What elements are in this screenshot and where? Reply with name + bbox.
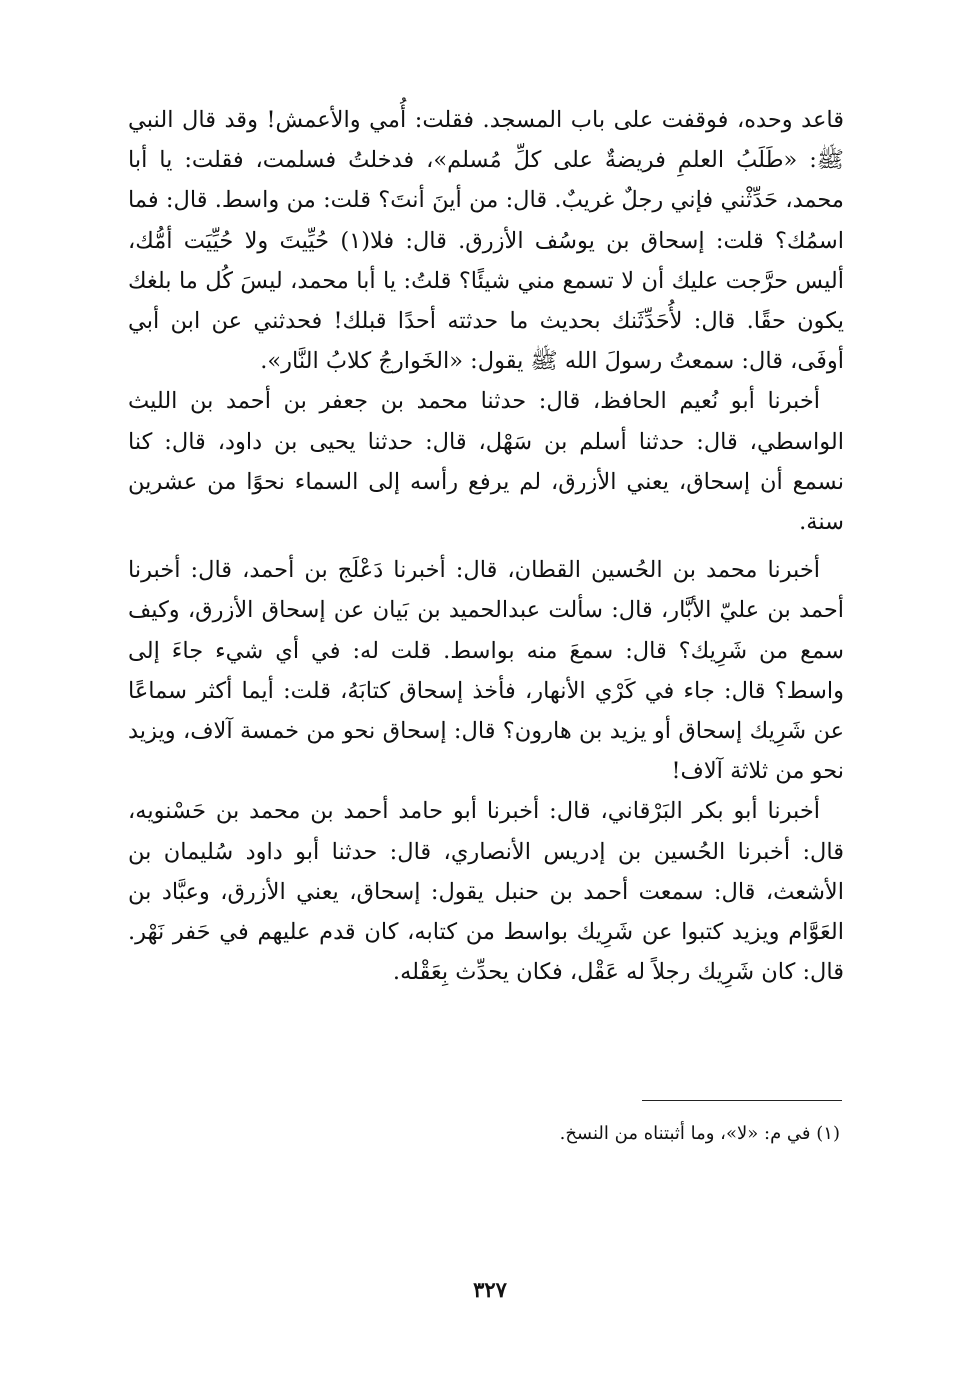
paragraph: أخبرنا محمد بن الحُسين القطان، قال: أخبرنا دَعْلَج بن أحمد، قال: أخبرنا أحمد بن عليّ الأبَّار، قال: سألت عبدالحميد بن بَيان عن إسحاق الأزرق، وكيف سمع من شَرِيك؟ قال: سمعَ منه بواسط. قلت له: في أي شيء جاءَ إلى واسط؟ قال: جاء في كَرْي الأنهار، فأخذ إسحاق كتابَهُ، قلت: أيما أكثر سماعًا عن شَرِيك إسحاق أو يزيد بن هارون؟ قال: إسحاق نحو من خمسة آلاف، ويزيد نحو من ثلاثة آلاف! (128, 557, 844, 785)
footnote: (١) في م: «لا»، وما أثبتناه من النسخ. (559, 1123, 840, 1144)
body-text (128, 100, 844, 992)
paragraph: قاعد وحده، فوقفت على باب المسجد. فقلت: أُمي والأعمش! وقد قال النبي ﷺ: «طَلَبُ العلمِ فريضةٌ على كلِّ مُسلم»، فدخلتُ فسلمت، فقلت: يا أبا محمد، حَدِّثْني فإني رجلٌ غريبٌ. قال: من أينَ أنتَ؟ قلت: من واسط. قال: فما اسمُك؟ قلت: إسحاق بن يوسُف الأزرق. قال: فلا(١) حُيِّيتَ ولا حُيِّيَت أمُّك، أليس حرَّجت عليك أن لا تسمع مني شيئًا؟ قلتُ: يا أبا محمد، ليسَ كُل ما بلغك يكون حقًا. قال: لأُحَدِّثَنك بحديث ما حدثته أحدًا قبلك! فحدثني عن ابن أبي أوفَى، قال: سمعتُ رسولَ الله ﷺ يقول: «الخَوارجُ كلابُ النَّار». (128, 107, 844, 375)
paragraph: أخبرنا أبو بكر البَرْقاني، قال: أخبرنا أبو حامد أحمد بن محمد بن حَسْنويه، قال: أخبرنا الحُسين بن إدريس الأنصاري، قال: حدثنا أبو داود سُليمان بن الأشعث، قال: سمعت أحمد بن حنبل يقول: إسحاق، يعني الأزرق، وعبَّاد بن العَوَّام ويزيد كتبوا عن شَرِيك بواسط من كتابه، كان قدم عليهم في حَفر نَهْر. قال: كان شَرِيك رجلاً له عَقْل، فكان يحدِّث بِعَقْله. (128, 798, 844, 986)
page-number: ٣٢٧ (473, 1277, 507, 1302)
footnote-separator (642, 1100, 842, 1101)
paragraph: أخبرنا أبو نُعيم الحافظ، قال: حدثنا محمد بن جعفر بن أحمد بن الليث الواسطي، قال: حدثنا أسلم بن سَهْل، قال: حدثنا يحيى بن داود، قال: كنا نسمع أن إسحاق، يعني الأزرق، لم يرفع رأسه إلى السماء نحوًا من عشرين سنة. (128, 388, 844, 536)
